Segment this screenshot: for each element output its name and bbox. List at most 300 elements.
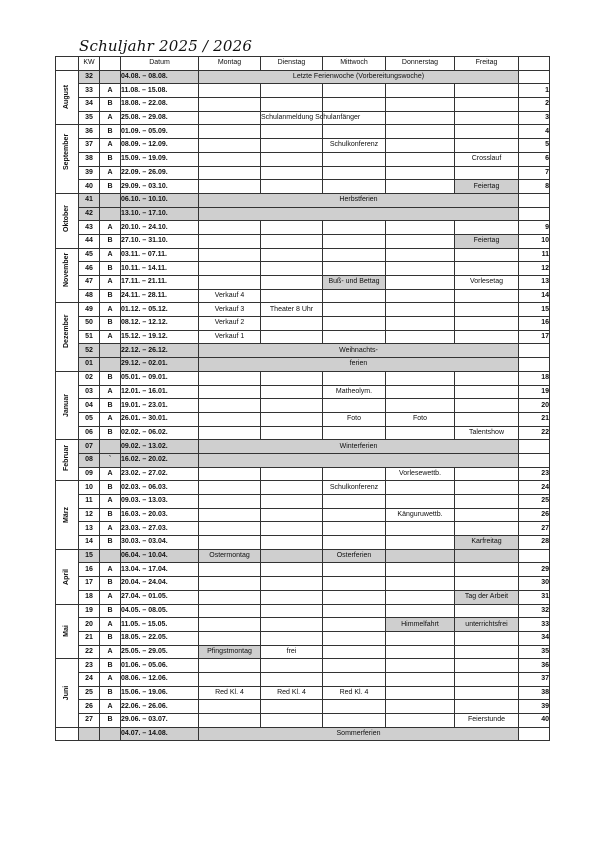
ab-cell: B	[100, 125, 121, 139]
table-row	[56, 604, 550, 618]
day-cell	[386, 385, 455, 399]
month-label-cell	[56, 440, 79, 481]
ab-cell: A	[100, 385, 121, 399]
day-cell: Crosslauf	[455, 152, 519, 166]
table-row	[56, 631, 550, 645]
week-number-cell: 33	[519, 618, 550, 632]
week-number-cell	[519, 193, 550, 207]
holiday-span: ferien	[199, 358, 519, 372]
date-cell: 15.12. – 19.12.	[121, 330, 199, 344]
day-cell	[261, 139, 323, 153]
month-label-cell	[56, 659, 79, 727]
ab-cell: B	[100, 180, 121, 194]
table-row	[56, 111, 550, 125]
date-cell: 08.09. – 12.09.	[121, 139, 199, 153]
date-cell: 11.08. – 15.08.	[121, 84, 199, 98]
ab-cell: B	[100, 481, 121, 495]
kw-cell: 39	[79, 166, 100, 180]
day-cell	[386, 577, 455, 591]
day-cell	[199, 577, 261, 591]
date-cell: 15.09. – 19.09.	[121, 152, 199, 166]
date-cell: 02.03. – 06.03.	[121, 481, 199, 495]
day-cell	[386, 481, 455, 495]
kw-cell: 17	[79, 577, 100, 591]
date-cell: 27.10. – 31.10.	[121, 234, 199, 248]
kw-cell: 47	[79, 276, 100, 290]
date-cell: 09.03. – 13.03.	[121, 495, 199, 509]
ab-cell	[100, 358, 121, 372]
kw-cell: 01	[79, 358, 100, 372]
month-label: April	[63, 568, 70, 585]
day-cell	[199, 248, 261, 262]
day-cell: Schulanmeldung Schulanfänger	[261, 111, 323, 125]
week-number-cell: 29	[519, 563, 550, 577]
week-number-cell: 25	[519, 495, 550, 509]
day-cell	[323, 659, 386, 673]
ab-cell: B	[100, 686, 121, 700]
week-number-cell: 27	[519, 522, 550, 536]
kw-cell: 45	[79, 248, 100, 262]
week-number-cell	[519, 440, 550, 454]
day-cell	[199, 98, 261, 112]
kw-cell: 15	[79, 549, 100, 563]
day-cell	[261, 508, 323, 522]
day-cell	[261, 262, 323, 276]
ab-cell: A	[100, 84, 121, 98]
table-row	[56, 590, 550, 604]
table-row	[56, 371, 550, 385]
day-cell	[261, 495, 323, 509]
day-cell	[199, 276, 261, 290]
date-header: Datum	[121, 57, 199, 71]
week-number-cell: 17	[519, 330, 550, 344]
kw-cell: 37	[79, 139, 100, 153]
date-cell: 30.03. – 03.04.	[121, 536, 199, 550]
day-cell	[199, 672, 261, 686]
day-cell	[323, 125, 386, 139]
day-cell	[455, 399, 519, 413]
ab-cell: B	[100, 659, 121, 673]
ab-cell: A	[100, 276, 121, 290]
day-cell	[199, 385, 261, 399]
date-cell: 19.01. – 23.01.	[121, 399, 199, 413]
day-cell	[455, 495, 519, 509]
day-cell	[199, 481, 261, 495]
week-number-cell: 11	[519, 248, 550, 262]
table-row	[56, 440, 550, 454]
table-row	[56, 549, 550, 563]
day-cell	[386, 317, 455, 331]
ab-cell: A	[100, 166, 121, 180]
week-number-cell	[519, 207, 550, 221]
day-cell	[455, 577, 519, 591]
date-cell: 10.11. – 14.11.	[121, 262, 199, 276]
week-number-cell: 28	[519, 536, 550, 550]
day-cell	[199, 508, 261, 522]
table-row	[56, 262, 550, 276]
day-cell: unterrichtsfrei	[455, 618, 519, 632]
week-number-cell: 37	[519, 672, 550, 686]
day-cell	[261, 714, 323, 728]
week-number-cell	[519, 70, 550, 84]
day-cell: Red Kl. 4	[323, 686, 386, 700]
week-number-cell: 13	[519, 276, 550, 290]
ab-cell: B	[100, 371, 121, 385]
ab-cell: B	[100, 426, 121, 440]
day-cell	[199, 426, 261, 440]
table-row	[56, 672, 550, 686]
month-label-cell	[56, 193, 79, 248]
month-label: August	[63, 84, 70, 109]
week-number-cell: 26	[519, 508, 550, 522]
day-cell	[323, 577, 386, 591]
date-cell: 06.04. – 10.04.	[121, 549, 199, 563]
ab-cell: B	[100, 604, 121, 618]
kw-cell: 49	[79, 303, 100, 317]
ab-cell: A	[100, 700, 121, 714]
date-cell: 04.05. – 08.05.	[121, 604, 199, 618]
table-row	[56, 563, 550, 577]
day-cell	[455, 303, 519, 317]
day-cell: Himmelfahrt	[386, 618, 455, 632]
day-cell	[386, 686, 455, 700]
month-label: Februar	[63, 445, 70, 472]
day-cell	[323, 371, 386, 385]
date-cell: 01.12. – 05.12.	[121, 303, 199, 317]
day-cell	[199, 631, 261, 645]
week-number-cell: 21	[519, 412, 550, 426]
date-cell: 04.07. – 14.08.	[121, 727, 199, 741]
week-number-cell: 6	[519, 152, 550, 166]
day-cell	[199, 111, 261, 125]
ab-cell: B	[100, 508, 121, 522]
day-cell	[199, 536, 261, 550]
month-label: Mai	[63, 625, 70, 638]
day-cell	[323, 467, 386, 481]
day-cell	[261, 166, 323, 180]
day-cell: Verkauf 4	[199, 289, 261, 303]
ab-cell: A	[100, 590, 121, 604]
table-row	[56, 180, 550, 194]
date-cell: 23.03. – 27.03.	[121, 522, 199, 536]
holiday-span: Weihnachts-	[199, 344, 519, 358]
day-cell	[386, 631, 455, 645]
day-cell	[323, 563, 386, 577]
date-cell: 22.06. – 26.06.	[121, 700, 199, 714]
month-label-cell	[56, 727, 79, 741]
day-cell	[386, 289, 455, 303]
week-number-cell: 4	[519, 125, 550, 139]
day-cell	[323, 522, 386, 536]
table-row	[56, 618, 550, 632]
ab-cell	[100, 70, 121, 84]
day-cell	[455, 139, 519, 153]
day-cell	[261, 289, 323, 303]
day-cell	[261, 604, 323, 618]
month-label: September	[63, 133, 70, 171]
day-cell	[261, 221, 323, 235]
table-row	[56, 358, 550, 372]
day-cell	[261, 412, 323, 426]
day-cell: Osterferien	[323, 549, 386, 563]
kw-cell: 22	[79, 645, 100, 659]
kw-cell: 35	[79, 111, 100, 125]
table-row	[56, 714, 550, 728]
day-cell	[199, 412, 261, 426]
day-cell	[386, 166, 455, 180]
day-cell	[199, 234, 261, 248]
day-cell: Foto	[323, 412, 386, 426]
day-cell	[261, 536, 323, 550]
day-cell	[199, 152, 261, 166]
day-cell: Karfreitag	[455, 536, 519, 550]
day-cell	[386, 563, 455, 577]
ab-cell: B	[100, 289, 121, 303]
day-cell	[323, 700, 386, 714]
week-number-cell: 24	[519, 481, 550, 495]
date-cell: 18.05. – 22.05.	[121, 631, 199, 645]
day-cell	[323, 618, 386, 632]
week-number-cell: 39	[519, 700, 550, 714]
day-cell	[455, 481, 519, 495]
kw-cell: 16	[79, 563, 100, 577]
day-cell	[261, 399, 323, 413]
day-cell	[386, 234, 455, 248]
ab-cell: B	[100, 98, 121, 112]
ab-cell: B	[100, 152, 121, 166]
day-cell: Vorlesetag	[455, 276, 519, 290]
day-cell: frei	[261, 645, 323, 659]
day-cell	[323, 262, 386, 276]
kw-cell: 06	[79, 426, 100, 440]
date-cell: 20.04. – 24.04.	[121, 577, 199, 591]
day-cell	[455, 125, 519, 139]
week-number-cell: 36	[519, 659, 550, 673]
table-row	[56, 399, 550, 413]
kw-cell: 32	[79, 70, 100, 84]
day-cell: Talentshow	[455, 426, 519, 440]
week-number-cell: 20	[519, 399, 550, 413]
day-cell	[199, 262, 261, 276]
day-cell	[386, 303, 455, 317]
table-row	[56, 139, 550, 153]
date-cell: 16.03. – 20.03.	[121, 508, 199, 522]
kw-cell: 05	[79, 412, 100, 426]
kw-cell: 08	[79, 453, 100, 467]
table-row	[56, 289, 550, 303]
ab-cell	[100, 193, 121, 207]
day-cell	[386, 84, 455, 98]
day-cell	[323, 234, 386, 248]
week-number-cell: 38	[519, 686, 550, 700]
month-label-cell	[56, 371, 79, 439]
day-cell	[323, 590, 386, 604]
kw-cell: 36	[79, 125, 100, 139]
date-cell: 01.09. – 05.09.	[121, 125, 199, 139]
table-row	[56, 508, 550, 522]
day-cell	[261, 248, 323, 262]
day-cell	[323, 98, 386, 112]
table-row	[56, 495, 550, 509]
day-cell: Schulkonferenz	[323, 481, 386, 495]
day-cell	[261, 317, 323, 331]
day-cell	[455, 262, 519, 276]
kw-cell: 27	[79, 714, 100, 728]
date-cell: 01.06. – 05.06.	[121, 659, 199, 673]
date-cell: 18.08. – 22.08.	[121, 98, 199, 112]
day-cell	[261, 522, 323, 536]
day-cell	[386, 495, 455, 509]
week-number-cell: 18	[519, 371, 550, 385]
date-cell: 09.02. – 13.02.	[121, 440, 199, 454]
kw-cell: 38	[79, 152, 100, 166]
day-cell	[455, 371, 519, 385]
date-cell: 23.02. – 27.02.	[121, 467, 199, 481]
date-cell: 13.10. – 17.10.	[121, 207, 199, 221]
week-number-cell	[519, 453, 550, 467]
holiday-span: Winterferien	[199, 440, 519, 454]
day-cell	[455, 412, 519, 426]
day-cell: Red Kl. 4	[261, 686, 323, 700]
day-cell	[323, 714, 386, 728]
day-cell	[386, 221, 455, 235]
ab-cell: A	[100, 303, 121, 317]
day-cell	[323, 303, 386, 317]
month-label-cell	[56, 549, 79, 604]
month-label-cell	[56, 303, 79, 371]
week-number-cell: 19	[519, 385, 550, 399]
table-row	[56, 317, 550, 331]
kw-cell: 14	[79, 536, 100, 550]
table-row	[56, 727, 550, 741]
ab-cell: B	[100, 262, 121, 276]
day-cell	[323, 495, 386, 509]
week-number-cell: 12	[519, 262, 550, 276]
week-number-cell	[519, 727, 550, 741]
day-cell	[323, 166, 386, 180]
month-label: Oktober	[63, 204, 70, 232]
table-row	[56, 84, 550, 98]
holiday-span	[199, 207, 519, 221]
day-cell	[386, 330, 455, 344]
day-cell	[199, 522, 261, 536]
ab-cell: A	[100, 672, 121, 686]
ab-cell: A	[100, 111, 121, 125]
day-cell	[261, 467, 323, 481]
day-cell	[261, 659, 323, 673]
month-label-cell	[56, 604, 79, 659]
month-label: Juni	[63, 685, 70, 701]
kw-cell: 52	[79, 344, 100, 358]
day-cell	[386, 111, 455, 125]
day-cell: Verkauf 2	[199, 317, 261, 331]
week-number-cell: 40	[519, 714, 550, 728]
table-row	[56, 536, 550, 550]
day-cell	[455, 604, 519, 618]
week-number-cell: 10	[519, 234, 550, 248]
day-cell	[455, 563, 519, 577]
day-cell	[386, 248, 455, 262]
day-cell	[386, 659, 455, 673]
day-cell: Feierstunde	[455, 714, 519, 728]
kw-cell: 44	[79, 234, 100, 248]
day-cell	[323, 152, 386, 166]
day-cell	[261, 385, 323, 399]
day-cell	[261, 276, 323, 290]
day-cell	[455, 385, 519, 399]
week-number-cell: 7	[519, 166, 550, 180]
ab-header	[100, 57, 121, 71]
day-cell	[323, 631, 386, 645]
day-cell	[455, 659, 519, 673]
date-cell: 25.05. – 29.05.	[121, 645, 199, 659]
week-number-cell: 1	[519, 84, 550, 98]
day-cell	[455, 111, 519, 125]
day-cell	[261, 618, 323, 632]
week-number-cell: 30	[519, 577, 550, 591]
table-row	[56, 276, 550, 290]
ab-cell: B	[100, 234, 121, 248]
date-cell: 13.04. – 17.04.	[121, 563, 199, 577]
day-cell	[323, 317, 386, 331]
calendar-body	[56, 70, 550, 741]
day-cell: Verkauf 1	[199, 330, 261, 344]
day-cell	[323, 672, 386, 686]
week-number-cell: 16	[519, 317, 550, 331]
day-cell	[386, 262, 455, 276]
kw-cell: 46	[79, 262, 100, 276]
table-row	[56, 98, 550, 112]
kw-cell: 42	[79, 207, 100, 221]
date-cell: 11.05. – 15.05.	[121, 618, 199, 632]
month-label-cell	[56, 481, 79, 549]
day-cell	[455, 467, 519, 481]
date-cell: 12.01. – 16.01.	[121, 385, 199, 399]
ab-cell: A	[100, 412, 121, 426]
date-cell: 20.10. – 24.10.	[121, 221, 199, 235]
month-label: November	[63, 252, 70, 287]
ab-cell: `	[100, 453, 121, 467]
date-cell: 04.08. – 08.08.	[121, 70, 199, 84]
day-cell	[323, 289, 386, 303]
day-cell	[261, 563, 323, 577]
table-row	[56, 248, 550, 262]
day-cell: Vorlesewettb.	[386, 467, 455, 481]
day-cell	[455, 166, 519, 180]
day-cell	[261, 481, 323, 495]
day-cell	[323, 399, 386, 413]
day-cell: Ostermontag	[199, 549, 261, 563]
table-row	[56, 659, 550, 673]
week-number-cell: 8	[519, 180, 550, 194]
table-row	[56, 700, 550, 714]
table-row	[56, 344, 550, 358]
day-cell	[455, 98, 519, 112]
kw-cell: 51	[79, 330, 100, 344]
ab-cell: A	[100, 618, 121, 632]
day-cell	[455, 289, 519, 303]
ab-cell	[100, 727, 121, 741]
date-cell: 26.01. – 30.01.	[121, 412, 199, 426]
day-cell	[199, 563, 261, 577]
ab-cell	[100, 440, 121, 454]
ab-cell	[100, 344, 121, 358]
week-number-cell: 14	[519, 289, 550, 303]
ab-cell: B	[100, 714, 121, 728]
day-cell	[261, 672, 323, 686]
day-cell	[386, 672, 455, 686]
table-row	[56, 303, 550, 317]
